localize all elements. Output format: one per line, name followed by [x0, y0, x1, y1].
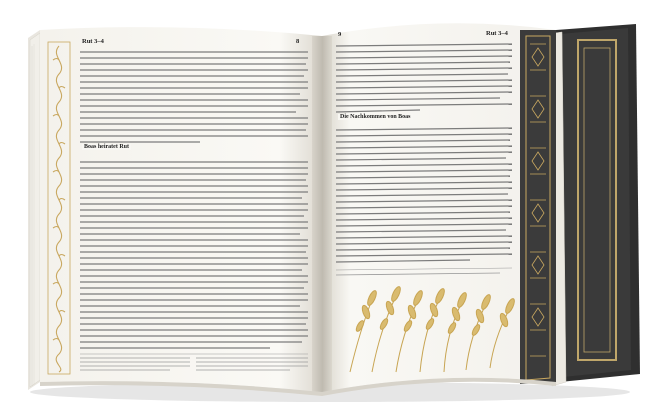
left-running-header: Rut 3–4	[82, 38, 104, 45]
left-section-heading: Boas heiratet Rut	[84, 144, 129, 150]
left-page-number: 8	[296, 38, 300, 45]
right-dark-border	[520, 30, 556, 384]
gutter	[312, 36, 332, 392]
right-section-heading: Die Nachkommen von Boas	[340, 114, 411, 120]
right-running-header: Rut 3–4	[486, 30, 508, 37]
right-page-number: 9	[338, 31, 342, 38]
